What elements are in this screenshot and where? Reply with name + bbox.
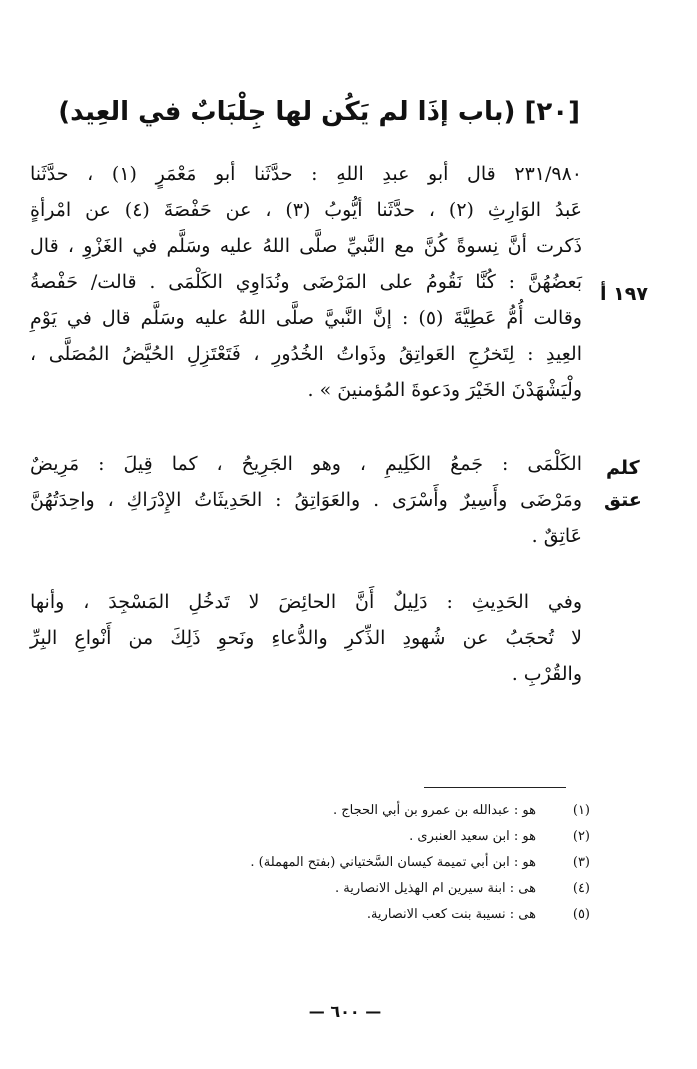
footnote (150, 850, 590, 876)
footnote (150, 902, 590, 928)
hadith-line: ٢٣١/٩٨٠ قال أبو عبدِ اللهِ : حدَّثَنا أبو مَعْمَرٍ (١) ، حدَّثَنا (30, 163, 582, 185)
hadith-line: العِيدِ : لِتَخرُجِ العَواتِقُ وذَواتُ الخُدُورِ ، فَتَعْتَزِلِ الحُيَّضُ المُصَلَّى ، (30, 343, 582, 365)
footnote-separator (424, 787, 566, 788)
commentary-line: لا تُحجَبُ عن شُهودِ الذِّكرِ والدُّعاءِ ونَحوِ ذَلِكَ من أَنْواعِ البِرِّ (30, 627, 582, 649)
footnote (150, 876, 590, 902)
vocabulary-paragraph (30, 446, 582, 554)
margin-root-word: كلم (606, 457, 640, 479)
commentary-line: وفي الحَدِيثِ : دَلِيلٌ أَنَّ الحائِضَ لا تَدخُلِ المَسْجِدَ ، وأنها (30, 591, 582, 613)
page-number: — ٦٠٠ — (308, 1002, 382, 1021)
hadith-line: وقالت أُمُّ عَطِيَّةَ (٥) : إنَّ النَّبيَّ صلَّى اللهُ عليه وسَلَّم قال في يَوْمِ (30, 307, 582, 329)
footnote-text: هو : ابن أبي تميمة كيسان السَّختياني (بفتح المهملة) . (250, 855, 536, 870)
footnote-number: (٤) (572, 881, 590, 896)
footnote-text: هو : عبدالله بن عمرو بن أبي الحجاج . (332, 803, 536, 818)
footnote-number: (٥) (572, 907, 590, 922)
hadith-paragraph (30, 156, 582, 408)
margin-root-word: عتق (604, 489, 642, 511)
chapter-heading: [٢٠] (باب إذَا لم يَكُن لها جِلْبَابٌ في العِيد) (58, 97, 580, 127)
hadith-line: عَبدُ الوَارِثِ (٢) ، حدَّثَنا أيُّوبُ (٣) ، عن حَفْصَةَ (٤) عن امْرأةٍ (30, 199, 583, 221)
footnote-number: (٢) (572, 829, 590, 844)
manuscript-folio-marker: ١٩٧ أ (600, 283, 648, 305)
footnote-text: هى : نسيبة بنت كعب الانصارية. (366, 907, 536, 922)
hadith-line: ولْيَشْهَدْنَ الخَيْرَ ودَعوةَ المُؤمنينَ » . (307, 379, 582, 401)
footnote (150, 824, 590, 850)
hadith-line: بَعضُهُنَّ : كُنَّا نَقُومُ على المَرْضَى ونُدَاوِي الكَلْمَى . قالت/ حَفْصةُ (30, 271, 582, 293)
vocabulary-line: الكَلْمَى : جَمعُ الكَلِيمِ ، وهو الجَرِيحُ ، كما قِيلَ : مَرِيضٌ (30, 453, 582, 475)
commentary-paragraph (30, 584, 582, 692)
vocabulary-line: ومَرْضَى وأَسِيرٌ وأَسْرَى . والعَوَاتِقُ : الحَدِيثَاتُ الإِدْرَاكِ ، واحِدَتُهُنَّ (30, 489, 582, 511)
commentary-line: والقُرْبِ . (511, 663, 582, 685)
footnote-number: (١) (572, 803, 590, 818)
footnotes (150, 798, 590, 928)
footnote-text: هو : ابن سعيد العنبرى . (409, 829, 536, 844)
vocabulary-line: عَاتِقٌ . (531, 525, 582, 547)
footnote (150, 798, 590, 824)
footnote-number: (٣) (572, 855, 590, 870)
footnote-text: هى : ابنة سيرين ام الهذيل الانصارية . (334, 881, 536, 896)
hadith-line: ذَكرت أنَّ نِسوةً كُنَّ مع النَّبيِّ صلَّى اللهُ عليه وسَلَّم في الغَزْوِ ، قال (30, 235, 582, 257)
